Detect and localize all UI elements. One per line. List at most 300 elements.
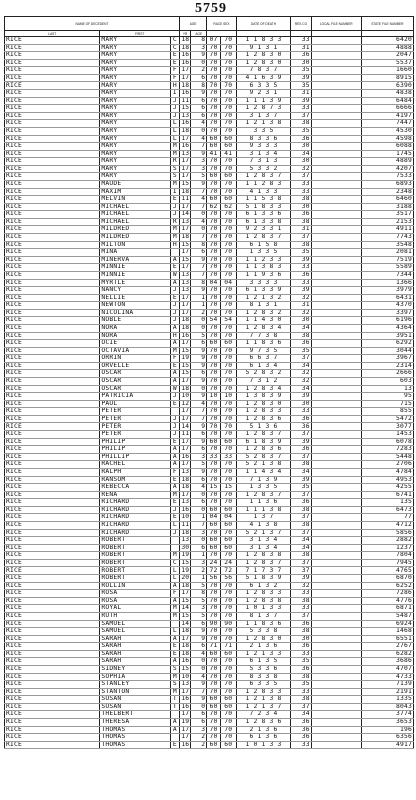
cell-race: 33 — [207, 453, 221, 461]
cell-race: 70 — [207, 628, 221, 636]
cell-local-file — [311, 635, 361, 643]
header-age-yr: YR — [179, 31, 190, 37]
cell-race: 71 — [207, 643, 221, 651]
cell-local-file — [311, 575, 361, 583]
cell-county: 33 — [291, 650, 311, 658]
cell-state-file: 3951 — [361, 332, 413, 340]
cell-age-unit: 4 — [191, 218, 207, 226]
cell-county: 31 — [291, 44, 311, 52]
cell-state-file: 196 — [361, 726, 413, 734]
cell-county: 34 — [291, 537, 311, 545]
cell-middle: C — [170, 559, 179, 567]
cell-age: 15 — [181, 369, 190, 377]
cell-last: RICE — [5, 271, 100, 279]
cell-age: 14 — [181, 620, 190, 627]
table-row — [5, 241, 414, 249]
cell-sex: 70 — [220, 165, 236, 173]
cell-last: RICE — [5, 355, 100, 363]
cell-death-date: 1 2 8 3 0 — [236, 52, 291, 60]
cell-local-file — [311, 127, 361, 135]
cell-first: RICHARD — [100, 514, 170, 522]
table-row — [5, 302, 414, 310]
cell-last: RICE — [5, 59, 100, 67]
cell-death-date: 4 1 3 8 — [236, 522, 291, 530]
cell-race: 70 — [207, 234, 221, 242]
cell-death-date: 1 2 8 3 0 — [236, 59, 291, 67]
cell-local-file — [311, 741, 361, 749]
cell-middle: E — [170, 438, 179, 446]
cell-age-unit: 8 — [191, 279, 207, 287]
cell-local-file — [311, 385, 361, 393]
cell-first: PHILIP — [100, 446, 170, 454]
cell-local-file — [311, 461, 361, 469]
cell-county: 35 — [291, 484, 311, 492]
cell-last: RICE — [5, 446, 100, 454]
cell-state-file: 8043 — [361, 703, 413, 711]
cell-first: ROBERT — [100, 537, 170, 545]
cell-age: 17 — [181, 135, 190, 142]
cell-age: 13 — [181, 680, 190, 688]
table-row — [5, 256, 414, 264]
table-row — [5, 711, 414, 719]
cell-death-date: 1 1 1 3 9 — [236, 97, 291, 105]
cell-sex: 70 — [220, 226, 236, 234]
cell-last: RICE — [5, 605, 100, 613]
cell-middle — [170, 249, 179, 257]
cell-local-file — [311, 279, 361, 287]
table-row — [5, 681, 414, 689]
cell-local-file — [311, 112, 361, 120]
cell-sex: 15 — [220, 484, 236, 492]
cell-sex: 70 — [220, 681, 236, 689]
cell-state-file: 4911 — [361, 226, 413, 234]
cell-local-file — [311, 658, 361, 666]
cell-last: RICE — [5, 158, 100, 166]
cell-county: 36 — [291, 620, 311, 628]
cell-age: 17 — [181, 301, 190, 309]
cell-last: RICE — [5, 506, 100, 514]
cell-first: MINNIE — [100, 271, 170, 279]
cell-local-file — [311, 173, 361, 181]
cell-age: 16 — [181, 51, 190, 59]
cell-state-file: 4197 — [361, 112, 413, 120]
cell-state-file: 3774 — [361, 711, 413, 719]
table-row — [5, 165, 414, 173]
cell-county: 35 — [291, 658, 311, 666]
cell-county: 30 — [291, 203, 311, 211]
cell-local-file — [311, 552, 361, 560]
cell-age: 17 — [181, 294, 190, 301]
cell-state-file: 4712 — [361, 522, 413, 530]
cell-first: SARAH — [100, 658, 170, 666]
table-row — [5, 67, 414, 75]
cell-local-file — [311, 688, 361, 696]
cell-age-unit: 5 — [191, 332, 207, 340]
table-row — [5, 378, 414, 386]
cell-last: RICE — [5, 196, 100, 204]
cell-first: MARY — [100, 105, 170, 113]
cell-last: RICE — [5, 597, 100, 605]
cell-race: 70 — [207, 711, 221, 719]
table-row — [5, 514, 414, 522]
cell-county: 32 — [291, 309, 311, 317]
cell-sex: 33 — [220, 453, 236, 461]
cell-age: 11 — [181, 430, 190, 438]
cell-first: SUSAN — [100, 696, 170, 704]
cell-age-unit: 6 — [191, 620, 207, 628]
cell-last: RICE — [5, 74, 100, 82]
cell-age: 13 — [181, 536, 190, 544]
cell-county: 34 — [291, 544, 311, 552]
cell-race: 70 — [207, 370, 221, 378]
cell-age: 16 — [181, 453, 190, 460]
cell-race: 60 — [207, 438, 221, 446]
cell-local-file — [311, 150, 361, 158]
cell-local-file — [311, 37, 361, 45]
cell-first: SIDNEY — [100, 665, 170, 673]
cell-local-file — [311, 499, 361, 507]
cell-county: 37 — [291, 431, 311, 439]
cell-sex: 70 — [220, 127, 236, 135]
cell-sex: 70 — [220, 264, 236, 272]
cell-middle: J — [170, 97, 179, 105]
cell-race: 70 — [207, 552, 221, 560]
table-row — [5, 226, 414, 234]
cell-first: THOMAS — [100, 726, 170, 734]
cell-middle: A — [170, 582, 179, 590]
cell-middle: A — [170, 256, 179, 264]
cell-county: 37 — [291, 355, 311, 363]
cell-state-file: 4776 — [361, 597, 413, 605]
cell-race: 70 — [207, 264, 221, 272]
cell-age: 11 — [181, 521, 190, 529]
cell-race: 60 — [207, 173, 221, 181]
cell-death-date: 3 3 5 — [236, 127, 291, 135]
cell-death-date: 1 3 3 5 — [236, 249, 291, 257]
cell-race: 70 — [207, 688, 221, 696]
cell-death-date: 1 1 8 3 6 — [236, 340, 291, 348]
cell-death-date: 1 0 1 3 3 — [236, 605, 291, 613]
cell-death-date: 7 8 3 7 — [236, 67, 291, 75]
cell-race: 70 — [207, 658, 221, 666]
cell-first: ROYAL — [100, 605, 170, 613]
table-row — [5, 264, 414, 272]
cell-age: 13 — [181, 218, 190, 225]
cell-sex: 70 — [220, 468, 236, 476]
cell-death-date: 9 7 3 5 — [236, 347, 291, 355]
cell-county: 39 — [291, 575, 311, 583]
cell-state-file: 6741 — [361, 491, 413, 499]
cell-death-date: 1 2 8 3 4 — [236, 324, 291, 332]
cell-county: 35 — [291, 67, 311, 75]
cell-age-unit: 2 — [191, 67, 207, 75]
cell-age: 12 — [181, 400, 190, 407]
cell-age: 13 — [181, 498, 190, 506]
cell-county: 39 — [291, 256, 311, 264]
cell-middle: A — [170, 484, 179, 492]
cell-first: MARY — [100, 74, 170, 82]
cell-county: 38 — [291, 461, 311, 469]
cell-age-unit: 5 — [191, 582, 207, 590]
cell-county: 33 — [291, 279, 311, 287]
cell-county: 34 — [291, 385, 311, 393]
cell-state-file: 4707 — [361, 665, 413, 673]
cell-last: RICE — [5, 461, 100, 469]
cell-first: THOMAS — [100, 734, 170, 742]
table-row — [5, 150, 414, 158]
cell-middle: J — [170, 203, 179, 211]
table-row — [5, 332, 414, 340]
cell-age-unit: 6 — [191, 112, 207, 120]
cell-first: SARAH — [100, 650, 170, 658]
cell-county: 38 — [291, 522, 311, 530]
cell-age-unit: 3 — [191, 165, 207, 173]
cell-sex: 70 — [220, 612, 236, 620]
cell-first: MARY — [100, 82, 170, 90]
cell-middle — [170, 537, 179, 545]
cell-middle: E — [170, 52, 179, 60]
table-row — [5, 44, 414, 52]
cell-race: 70 — [207, 127, 221, 135]
cell-middle: J — [170, 287, 179, 295]
cell-state-file: 4838 — [361, 90, 413, 98]
cell-first: PETER — [100, 408, 170, 416]
cell-race: 70 — [207, 385, 221, 393]
cell-last: RICE — [5, 173, 100, 181]
table-row — [5, 423, 414, 431]
cell-death-date: 1 1 1 3 8 — [236, 506, 291, 514]
cell-state-file: 4953 — [361, 476, 413, 484]
cell-death-date: 1 1 4 3 4 — [236, 468, 291, 476]
cell-county: 33 — [291, 180, 311, 188]
cell-age: 17 — [181, 491, 190, 498]
cell-death-date: 3 1 3 4 — [236, 150, 291, 158]
cell-age-unit: 0 — [191, 658, 207, 666]
cell-county: 30 — [291, 59, 311, 67]
cell-race: 10 — [207, 393, 221, 401]
cell-sex: 70 — [220, 673, 236, 681]
cell-death-date: 1 2 8 3 7 — [236, 559, 291, 567]
cell-death-date: 7 3 1 2 — [236, 378, 291, 386]
cell-local-file — [311, 249, 361, 257]
cell-middle: M — [170, 688, 179, 696]
cell-local-file — [311, 105, 361, 113]
table-row — [5, 612, 414, 620]
cell-county: 39 — [291, 393, 311, 401]
cell-age: 18 — [181, 81, 190, 89]
cell-state-file: 95 — [361, 393, 413, 401]
cell-first: OCTAVIA — [100, 347, 170, 355]
cell-age-unit: 7 — [191, 408, 207, 416]
table-row — [5, 529, 414, 537]
cell-race: 24 — [207, 559, 221, 567]
table-row — [5, 461, 414, 469]
cell-age: 15 — [181, 559, 190, 566]
cell-middle: M — [170, 226, 179, 234]
cell-age-unit: 4 — [191, 196, 207, 204]
cell-state-file: 1366 — [361, 279, 413, 287]
cell-county: 37 — [291, 612, 311, 620]
cell-county: 36 — [291, 135, 311, 143]
cell-race: 70 — [207, 400, 221, 408]
cell-age-unit: 7 — [191, 203, 207, 211]
cell-county: 33 — [291, 408, 311, 416]
cell-last: RICE — [5, 218, 100, 226]
cell-age: 17 — [181, 733, 190, 741]
cell-age-unit: 3 — [191, 529, 207, 537]
cell-last: RICE — [5, 309, 100, 317]
cell-middle: M — [170, 605, 179, 613]
table-row — [5, 719, 414, 727]
cell-state-file: 5472 — [361, 415, 413, 423]
cell-local-file — [311, 529, 361, 537]
cell-age-unit: 8 — [191, 37, 207, 45]
cell-county: 36 — [291, 446, 311, 454]
cell-death-date: 7 1 3 9 — [236, 476, 291, 484]
cell-local-file — [311, 423, 361, 431]
cell-county: 38 — [291, 597, 311, 605]
cell-first: ROBERT — [100, 567, 170, 575]
cell-death-date: 5 1 8 3 9 — [236, 575, 291, 583]
cell-age: 16 — [181, 695, 190, 703]
cell-death-date: 6 1 8 3 9 — [236, 438, 291, 446]
cell-sex: 70 — [220, 590, 236, 598]
table-row — [5, 605, 414, 613]
cell-county: 38 — [291, 552, 311, 560]
cell-first: ROLLIN — [100, 582, 170, 590]
table-row — [5, 673, 414, 681]
cell-county: 36 — [291, 52, 311, 60]
cell-first: MYRTLE — [100, 279, 170, 287]
cell-local-file — [311, 120, 361, 128]
cell-sex: 60 — [220, 340, 236, 348]
cell-age-unit: 0 — [191, 703, 207, 711]
cell-sex: 70 — [220, 635, 236, 643]
cell-local-file — [311, 165, 361, 173]
cell-age-unit: 0 — [191, 226, 207, 234]
table-row — [5, 658, 414, 666]
cell-age: 17 — [181, 710, 190, 718]
header-race-sex: RACE SEX — [207, 17, 237, 31]
cell-local-file — [311, 44, 361, 52]
cell-race: 70 — [207, 287, 221, 295]
cell-local-file — [311, 665, 361, 673]
cell-last: RICE — [5, 711, 100, 719]
cell-sex: 70 — [220, 408, 236, 416]
cell-age: 17 — [181, 225, 190, 233]
cell-first: PETER — [100, 423, 170, 431]
cell-local-file — [311, 544, 361, 552]
cell-state-file: 2666 — [361, 370, 413, 378]
cell-first: MARY — [100, 37, 170, 45]
cell-local-file — [311, 362, 361, 370]
cell-local-file — [311, 234, 361, 242]
cell-age-unit: 0 — [191, 665, 207, 673]
cell-middle: R — [170, 158, 179, 166]
cell-last: RICE — [5, 52, 100, 60]
cell-sex: 70 — [220, 347, 236, 355]
table-row — [5, 438, 414, 446]
cell-race: 70 — [207, 347, 221, 355]
cell-age: 18 — [181, 476, 190, 483]
cell-state-file: 7743 — [361, 234, 413, 242]
cell-age: 11 — [181, 97, 190, 104]
cell-last: RICE — [5, 468, 100, 476]
cell-state-file: 135 — [361, 499, 413, 507]
cell-first: MILDRED — [100, 234, 170, 242]
cell-age: 30 — [181, 544, 190, 551]
table-row — [5, 196, 414, 204]
cell-local-file — [311, 90, 361, 98]
cell-state-file: 1453 — [361, 431, 413, 439]
table-row — [5, 620, 414, 628]
cell-local-file — [311, 582, 361, 590]
cell-state-file: 3967 — [361, 355, 413, 363]
cell-age-unit: 6 — [191, 105, 207, 113]
cell-age-unit: 4 — [191, 650, 207, 658]
table-row — [5, 590, 414, 598]
table-row — [5, 544, 414, 552]
cell-state-file: 4207 — [361, 165, 413, 173]
cell-first: PETER — [100, 431, 170, 439]
cell-sex: 60 — [220, 537, 236, 545]
cell-middle: J — [170, 211, 179, 219]
cell-race: 70 — [207, 52, 221, 60]
cell-state-file: 3077 — [361, 423, 413, 431]
cell-county: 36 — [291, 340, 311, 348]
cell-race: 70 — [207, 59, 221, 67]
cell-death-date: 4 1 3 3 — [236, 188, 291, 196]
cell-last: RICE — [5, 423, 100, 431]
cell-race: 54 — [207, 317, 221, 325]
table-row — [5, 188, 414, 196]
cell-age-unit: 7 — [191, 688, 207, 696]
cell-middle: E — [170, 400, 179, 408]
cell-state-file: 6088 — [361, 143, 413, 151]
cell-age: 17 — [181, 377, 190, 385]
cell-age: 18 — [181, 483, 190, 491]
cell-sex: 70 — [220, 499, 236, 507]
cell-local-file — [311, 650, 361, 658]
cell-sex: 70 — [220, 249, 236, 257]
cell-county: 36 — [291, 423, 311, 431]
cell-first: PETER — [100, 415, 170, 423]
cell-first: RICHARD — [100, 529, 170, 537]
cell-race: 70 — [207, 249, 221, 257]
cell-state-file: 6196 — [361, 317, 413, 325]
cell-state-file: 4598 — [361, 135, 413, 143]
cell-death-date: 3 1 3 7 — [236, 112, 291, 120]
cell-age: 18 — [181, 582, 190, 589]
cell-death-date: 1 1 3 8 3 — [236, 264, 291, 272]
cell-state-file: 5856 — [361, 529, 413, 537]
cell-county: 37 — [291, 703, 311, 711]
cell-state-file: 2882 — [361, 537, 413, 545]
cell-first: SAMUEL — [100, 620, 170, 628]
cell-first: SOPHIA — [100, 673, 170, 681]
cell-last: RICE — [5, 522, 100, 530]
cell-death-date: 9 1 3 1 — [236, 44, 291, 52]
cell-state-file: 7139 — [361, 681, 413, 689]
cell-age-unit: 5 — [191, 612, 207, 620]
cell-death-date: 6 1 3 3 8 — [236, 218, 291, 226]
table-row — [5, 135, 414, 143]
cell-local-file — [311, 317, 361, 325]
cell-age-unit: 6 — [191, 370, 207, 378]
cell-last: RICE — [5, 67, 100, 75]
table-row — [5, 400, 414, 408]
cell-county: 32 — [291, 165, 311, 173]
